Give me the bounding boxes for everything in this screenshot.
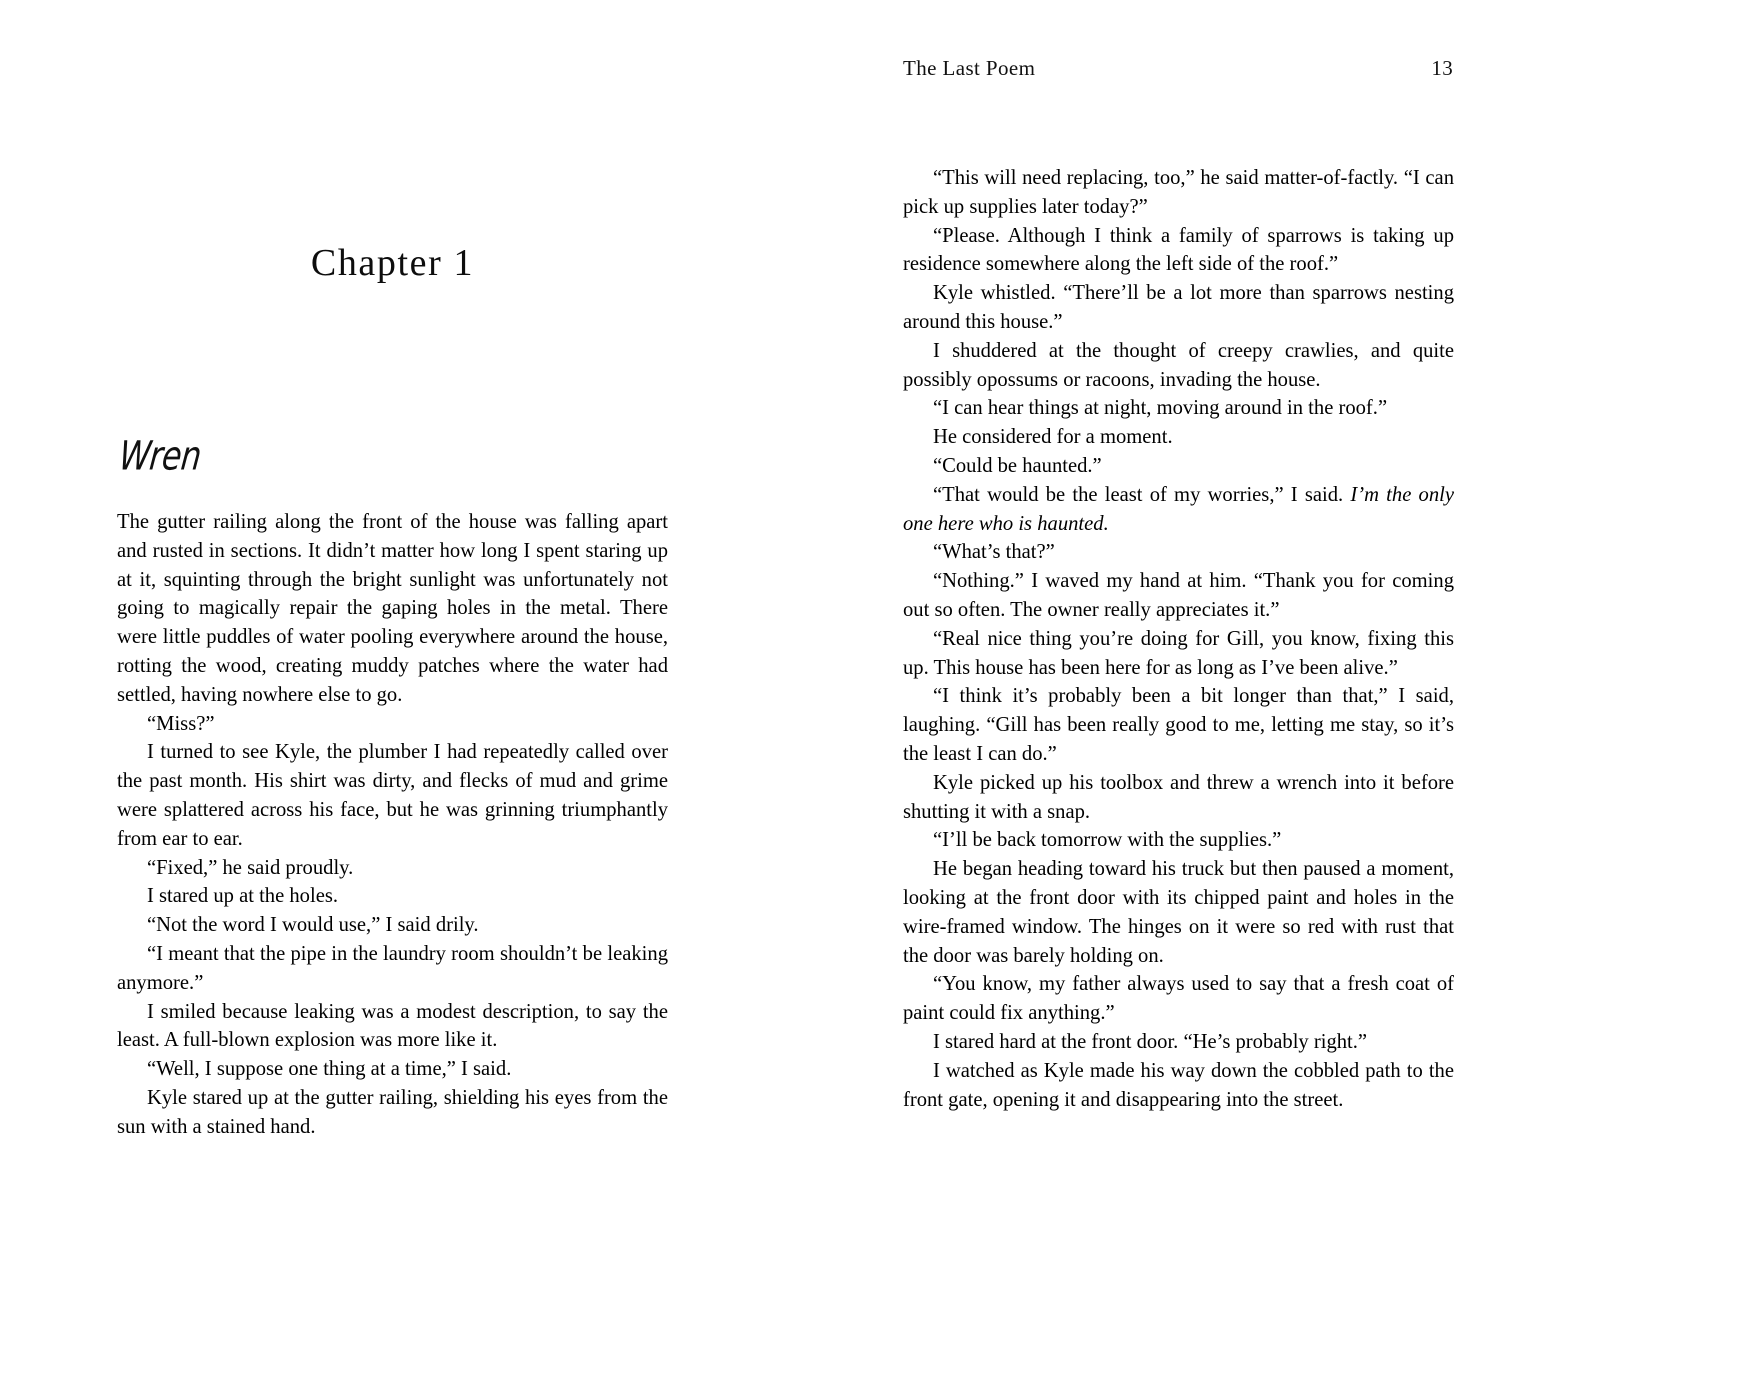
right-column-body-text [903,164,1454,1114]
paragraph: “Fixed,” he said proudly. [147,856,354,879]
left-column-body-text [117,508,668,1142]
paragraph: I watched as Kyle made his way down the cobbled path to the front gate, opening it and disappearing into the street. [903,1059,1454,1111]
paragraph: “Miss?” [147,712,215,735]
paragraph: I smiled because leaking was a modest description, to say the least. A full-blown explosion was more like it. [117,1000,668,1052]
paragraph: “That would be the least of my worries,” I said. I’m the only one here who is haunted. [903,483,1454,535]
paragraph: He began heading toward his truck but then paused a moment, looking at the front door with its chipped paint and holes in the wire-framed window. The hinges on it were so red with rust that the door was barely holding on. [903,858,1454,967]
running-head-title: The Last Poem [903,56,1036,80]
chapter-heading-block [117,243,668,285]
paragraph: “Please. Although I think a family of sparrows is taking up residence somewhere along the left side of the roof.” [903,224,1454,276]
paragraph: “You know, my father always used to say that a fresh coat of paint could fix anything.” [903,973,1454,1025]
paragraph: “Could be haunted.” [933,454,1102,477]
paragraph: He considered for a moment. [933,426,1173,449]
paragraph: “Well, I suppose one thing at a time,” I said. [147,1058,512,1081]
paragraph: “I think it’s probably been a bit longer than that,” I said, laughing. “Gill has been really good to me, letting me stay, so it’s the least I can do.” [903,685,1454,765]
paragraph: “Not the word I would use,” I said drily. [147,914,479,937]
italic-inner-monologue: I’m the only one here who is haunted. [903,483,1454,535]
paragraph: Kyle stared up at the gutter railing, shielding his eyes from the sun with a stained hand. [117,1086,668,1138]
paragraph: “Real nice thing you’re doing for Gill, you know, fixing this up. This house has been here for as long as I’ve been alive.” [903,627,1454,679]
paragraph: I shuddered at the thought of creepy crawlies, and quite possibly opossums or racoons, invading the house. [903,339,1454,391]
paragraph: Kyle picked up his toolbox and threw a wrench into it before shutting it with a snap. [903,771,1454,823]
running-head [903,56,1453,86]
paragraph: Kyle whistled. “There’ll be a lot more than sparrows nesting around this house.” [903,282,1454,333]
pov-name-wren: Wren [117,432,204,480]
chapter-title: Chapter 1 [310,242,475,284]
paragraph: The gutter railing along the front of the house was falling apart and rusted in sections. It didn’t matter how long I spent staring up at it, squinting through the bright sunlight was unfortunately not going to magically repair the gaping holes in the metal. There were little puddles of water pooling everywhere around the house, rotting the wood, creating muddy patches where the water had settled, having nowhere else to go. [117,511,668,706]
paragraph: I turned to see Kyle, the plumber I had repeatedly called over the past month. His shirt was dirty, and flecks of mud and grime were splattered across his face, but he was grinning triumphantly from ear to ear. [117,741,668,850]
paragraph: I stared hard at the front door. “He’s probably right.” [933,1030,1368,1053]
paragraph: “I can hear things at night, moving around in the roof.” [933,397,1388,420]
paragraph: I stared up at the holes. [147,885,339,908]
paragraph: “What’s that?” [933,541,1055,564]
page-number: 13 [1431,56,1453,80]
paragraph: “Nothing.” I waved my hand at him. “Thank you for coming out so often. The owner really appreciates it.” [903,570,1454,621]
paragraph: “This will need replacing, too,” he said matter-of-factly. “I can pick up supplies later today?” [903,167,1454,218]
paragraph: “I meant that the pipe in the laundry room shouldn’t be leaking anymore.” [117,942,668,994]
paragraph: “I’ll be back tomorrow with the supplies.” [933,829,1282,852]
